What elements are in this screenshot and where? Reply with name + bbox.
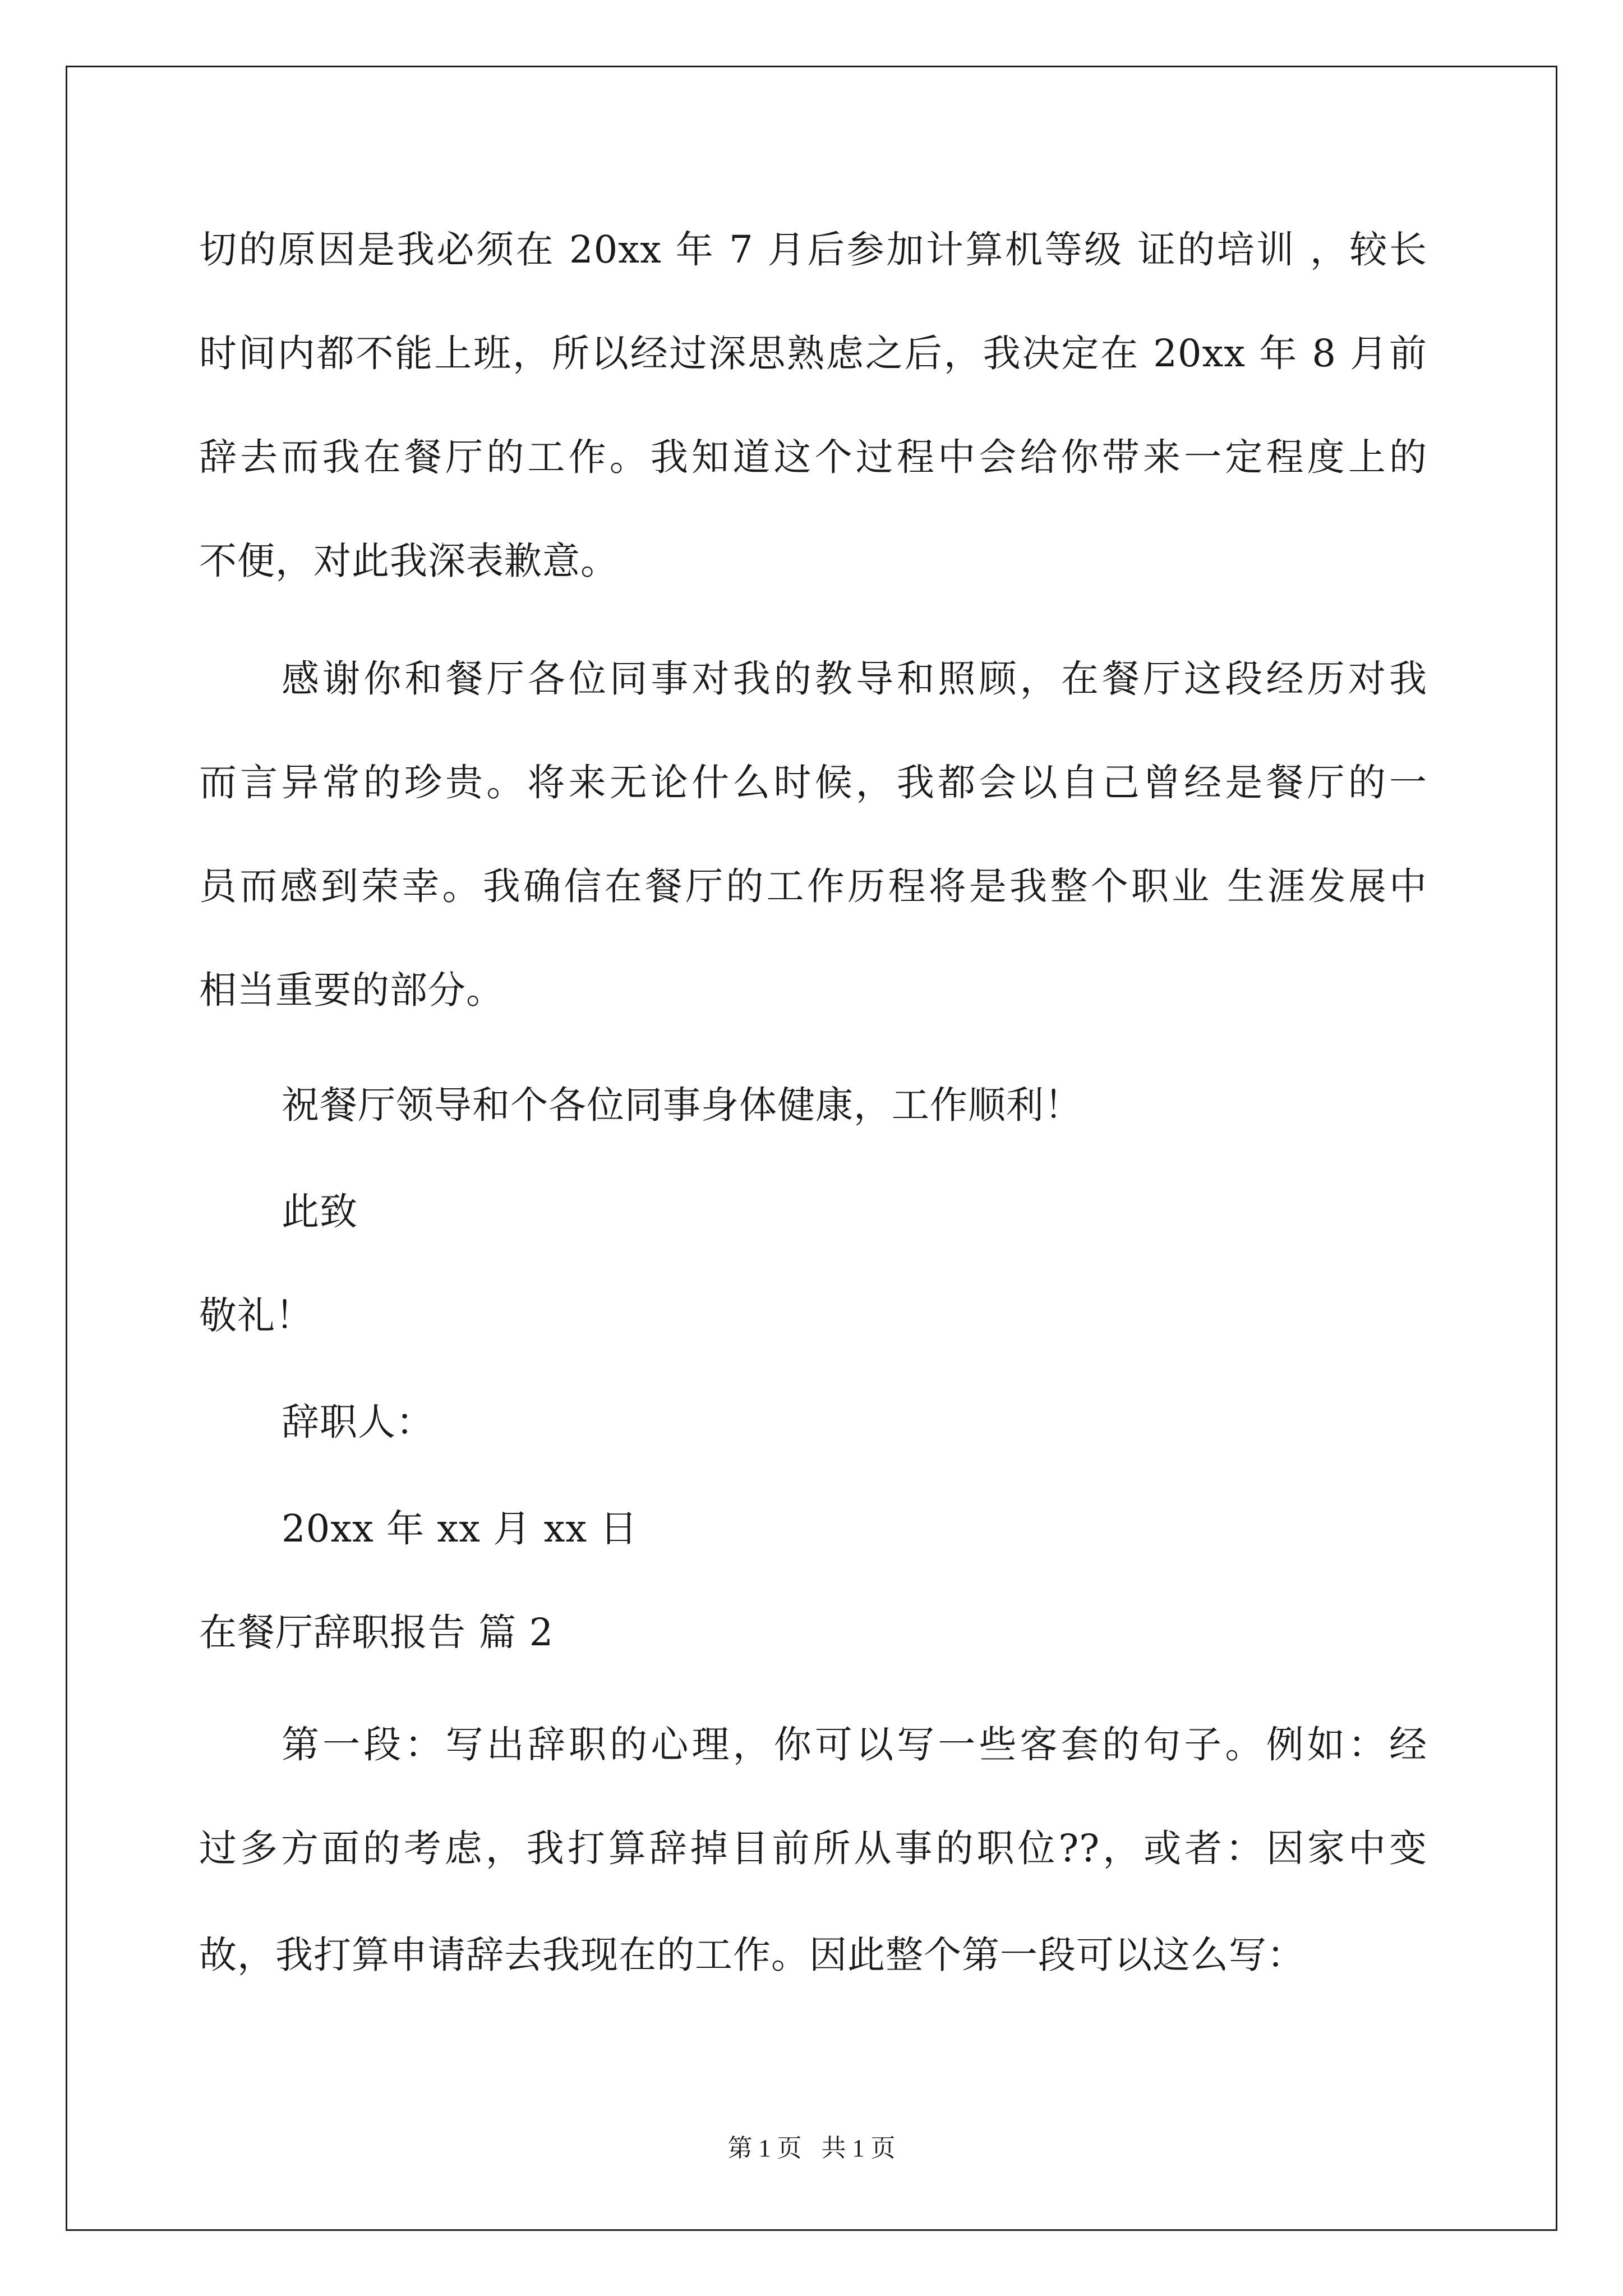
section-heading: 在餐厅辞职报告 篇 2 (199, 1611, 554, 1654)
closing-salutation: 此致 (282, 1190, 358, 1234)
body-line: 故，我打算申请辞去我现在的工作。因此整个第一段可以这么写： (199, 1933, 1305, 1977)
page-border (66, 66, 1557, 2231)
closing-respect: 敬礼！ (199, 1294, 313, 1337)
body-line: 切的原因是我必须在 20xx 年 7 月后参加计算机等级 证的培训 ，较长 (199, 228, 1427, 272)
body-line: 相当重要的部分。 (199, 968, 504, 1012)
date-line: 20xx 年 xx 月 xx 日 (282, 1507, 638, 1550)
body-line: 过多方面的考虑，我打算辞掉目前所从事的职位??，或者：因家中变 (199, 1826, 1427, 1870)
signature-label: 辞职人： (282, 1400, 434, 1444)
body-line: 员而感到荣幸。我确信在餐厅的工作历程将是我整个职业 生涯发展中 (199, 864, 1427, 908)
body-line: 时间内都不能上班，所以经过深思熟虑之后，我决定在 20xx 年 8 月前 (199, 332, 1427, 375)
body-line: 辞去而我在餐厅的工作。我知道这个过程中会给你带来一定程度上的 (199, 435, 1427, 479)
page-total: 共 1 页 (821, 2134, 896, 2162)
body-line: 不便，对此我深表歉意。 (199, 539, 619, 583)
body-line: 而言异常的珍贵。将来无论什么时候，我都会以自己曾经是餐厅的一 (199, 761, 1427, 804)
body-line: 第一段：写出辞职的心理，你可以写一些客套的句子。例如：经 (282, 1723, 1427, 1766)
body-line: 祝餐厅领导和个各位同事身体健康，工作顺利！ (282, 1083, 1082, 1127)
page-footer (0, 2132, 1623, 2165)
page-number: 第 1 页 (727, 2134, 802, 2162)
body-line: 感谢你和餐厅各位同事对我的教导和照顾，在餐厅这段经历对我 (282, 657, 1427, 701)
